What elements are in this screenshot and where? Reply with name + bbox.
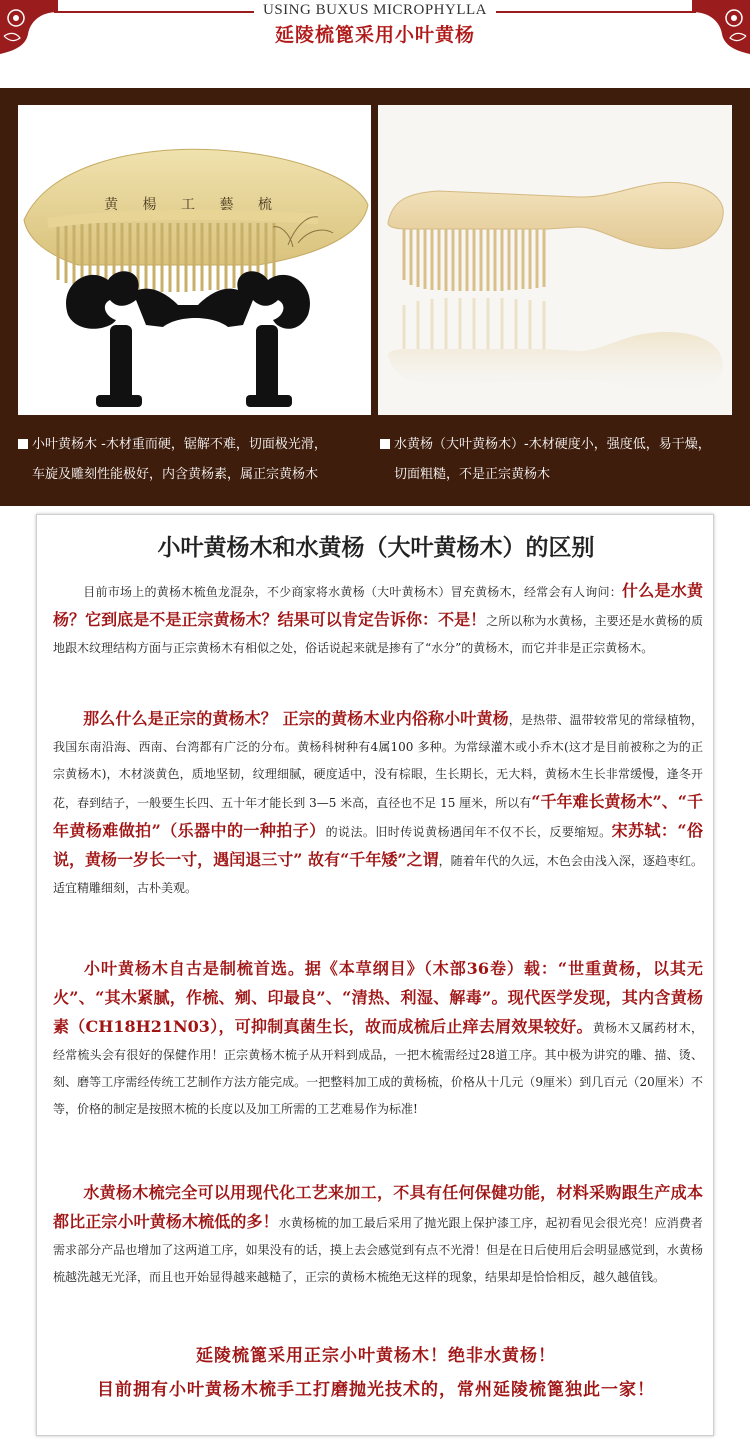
paragraph-text: ，随着年代的久远，木色会由浅入深，逐趋枣红。适宜精雕细刻，古朴美观。 — [53, 854, 703, 895]
paragraph-text: 水黄杨梳的加工最后采用了抛光跟上保护漆工序，起初看见会很光亮！应消费者需求部分产品也增加了这两道工序，如果没有的话，摸上去会感觉到有点不光滑！但是在日后使用后会明显感觉到，水黄杨梳越洗越无光泽，而且也开始显得越来越糙了，正宗的黄杨木梳绝无这样的现象，结果却是恰恰相反，越久越值钱。 — [53, 1216, 703, 1284]
article-paragraph — [53, 955, 703, 1123]
closing-statement: 目前拥有小叶黄杨木梳手工打磨抛光技术的，常州延陵梳篦独此一家！ — [97, 1380, 655, 1400]
square-bullet-icon — [18, 439, 28, 449]
water-boxwood-comb-photo — [378, 105, 732, 415]
caption-line: 水黄杨（大叶黄杨木）-木材硬度小，强度低，易干燥， — [394, 437, 711, 452]
article-paragraph — [53, 577, 703, 662]
header-title-cn: 延陵梳篦采用小叶黄杨 — [274, 24, 475, 46]
boxwood-comb-photo — [18, 105, 371, 415]
water-boxwood-caption — [380, 430, 740, 490]
paragraph-text: 黄杨木又属药材木，经常梳头会有很好的保健作用！正宗黄杨木梳子从开料到成品，一把木梳需经过28道工序。其中极为讲究的雕、描、烫、刻、磨等工序需经传统工艺制作方法方能完成。一把整料加工成的黄杨梳，价格从十几元（9厘米）到几百元（20厘米）不等，价格的制定是按照木梳的长度以及加工所需的工艺难易作为标准! — [53, 1021, 703, 1116]
header-title-en: USING BUXUS MICROPHYLLA — [262, 2, 488, 18]
highlight-text: 小叶黄杨木自古是制梳首选。据《本草纲目》（木部36卷）载：“世重黄杨，以其无火”、“其木紧腻，作梳、剜、印最良”、“清热、利湿、解毒”。现代医学发现，其内含黄杨素（CH18H21N03），可抑制真菌生长，故而成梳后止痒去屑效果较好。 — [53, 959, 703, 1036]
square-bullet-icon — [380, 439, 390, 449]
water-boxwood-comb-illustration — [378, 105, 732, 415]
closing-statement: 延陵梳篦采用正宗小叶黄杨木！绝非水黄杨！ — [196, 1346, 556, 1366]
page-header — [0, 0, 750, 60]
caption-line: 车旋及雕刻性能极好，内含黄杨素，属正宗黄杨木 — [32, 467, 319, 482]
highlight-text: 水黄杨木梳完全可以用现代化工艺来加工，不具有任何保健功能，材料采购跟生产成本都比正宗小叶黄杨木梳低的多！ — [53, 1183, 703, 1231]
highlight-text: 那么什么是正宗的黄杨木？ 正宗的黄杨木业内俗称小叶黄杨 — [83, 709, 509, 728]
highlight-text: 什么是水黄杨？它到底是不是正宗黄杨木？结果可以肯定告诉你：不是！ — [53, 581, 703, 629]
article-title: 小叶黄杨木和水黄杨（大叶黄杨木）的区别 — [157, 535, 595, 561]
boxwood-comb-illustration — [18, 105, 371, 415]
paragraph-text: 的说法。旧时传说黄杨遇闰年不仅不长，反要缩短。 — [325, 825, 612, 839]
highlight-text: 宋苏轼：“俗说，黄杨一岁长一寸，遇闰退三寸” 故有“千年矮”之谓 — [53, 821, 703, 869]
caption-line: 小叶黄杨木 -木材重而硬，锯解不难，切面极光滑， — [32, 437, 327, 452]
paragraph-text: ，是热带、温带较常见的常绿植物，我国东南沿海、西南、台湾都有广泛的分布。黄杨科树种有4属100 多种。为常绿灌木或小乔木(这才是目前被称之为的正宗黄杨木)，木材淡黄色，质地坚韧，纹理细腻，硬度适中，没有棕眼，生长期长，无大料，黄杨木生长非常缓慢，逢冬开花，春到结子，一般要生长四、五十年才能长到 3—5 米高，直径也不足 15 厘米，所以有 — [53, 713, 703, 810]
highlight-text: “千年难长黄杨木”、“千年黄杨难做拍”（乐器中的一种拍子） — [53, 792, 703, 840]
article-paragraph — [53, 705, 703, 902]
boxwood-caption — [18, 430, 373, 490]
paragraph-text: 目前市场上的黄杨木梳鱼龙混杂，不少商家将水黄杨（大叶黄杨木）冒充黄杨木，经常会有人询问： — [83, 585, 622, 599]
article-paragraph — [53, 1179, 703, 1291]
comb-engraving-text: 黄 楊 工 藝 梳 — [104, 197, 282, 213]
caption-line: 切面粗糙，不是正宗黄杨木 — [394, 467, 551, 482]
paragraph-text: 之所以称为水黄杨，主要还是水黄杨的质地跟木纹理结构方面与正宗黄杨木有相似之处，俗话说起来就是掺有了“水分”的黄杨木，而它并非是正宗黄杨木。 — [53, 614, 703, 655]
difference-article — [36, 514, 714, 1436]
product-comparison-section — [0, 88, 750, 506]
